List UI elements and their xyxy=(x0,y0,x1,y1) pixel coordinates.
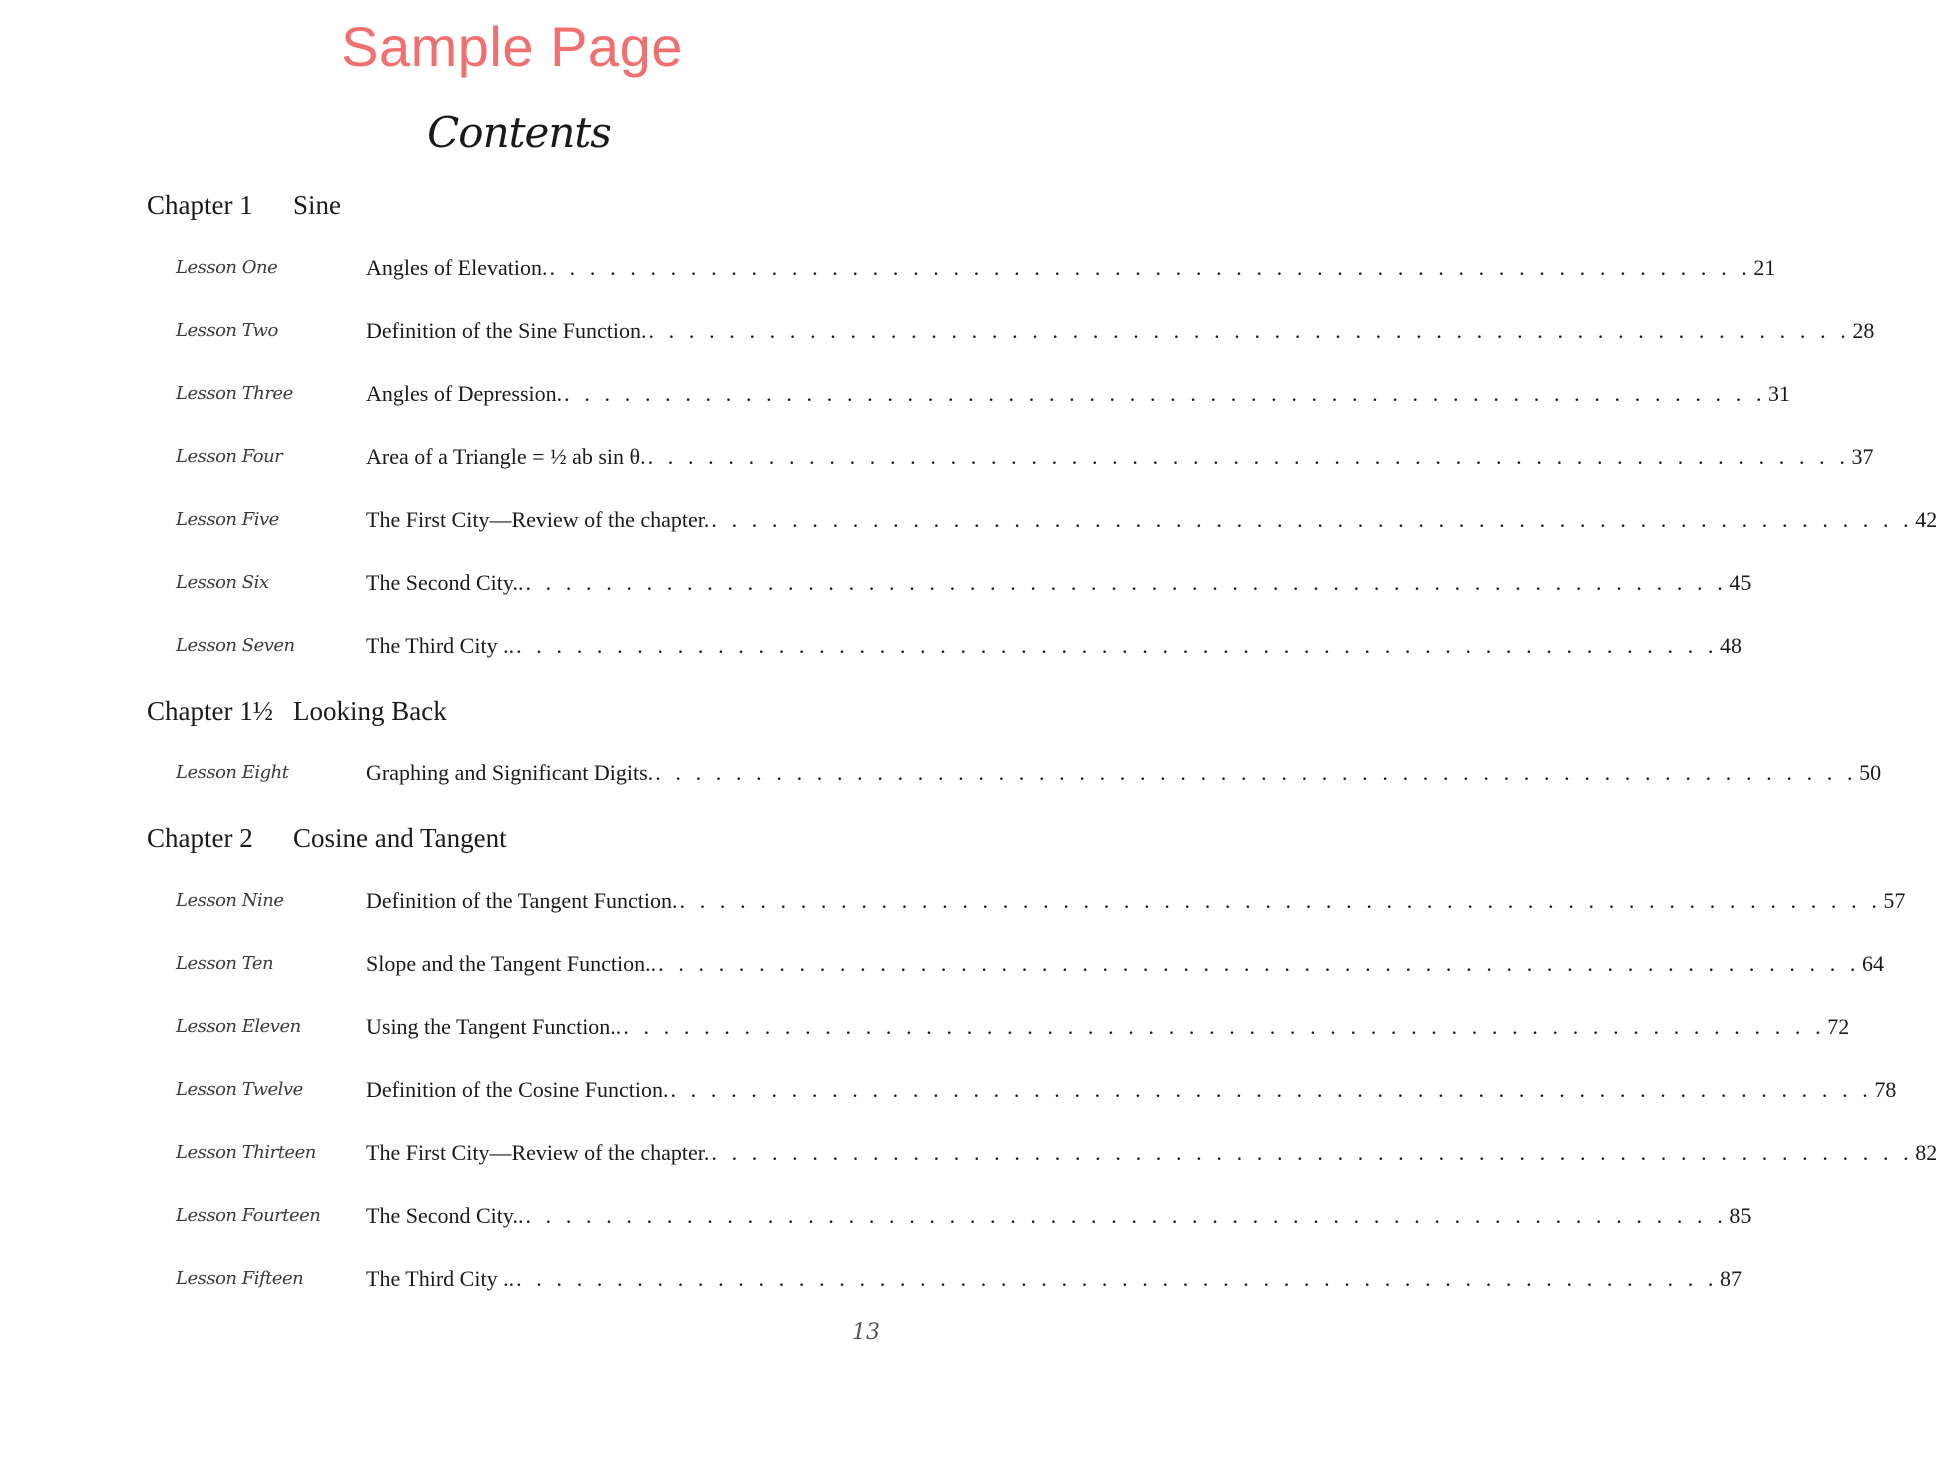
toc-entry-line xyxy=(366,1077,1897,1103)
dot-leader: . . . . . . . . . . . . . . . . . . . . . . . . . . . . . . . . . . . . . . . . . . . . . . . . . . . . . . . . . . . . xyxy=(647,444,1850,469)
toc-entry[interactable] xyxy=(176,381,1791,415)
dot-leader: . . . . . . . . . . . . . . . . . . . . . . . . . . . . . . . . . . . . . . . . . . . . . . . . . . . . . . . . . . . . xyxy=(525,1203,1728,1228)
toc-entry[interactable] xyxy=(176,444,1874,478)
lesson-title: The Third City .. xyxy=(366,633,515,658)
chapter-number: Chapter 1½ xyxy=(147,696,273,726)
lesson-label: Lesson Nine xyxy=(176,890,284,911)
lesson-label: Lesson Four xyxy=(176,446,283,467)
toc-entry[interactable] xyxy=(176,951,1885,985)
lesson-page-number: 37 xyxy=(1851,444,1874,469)
toc-entry-line xyxy=(366,444,1874,470)
lesson-label: Lesson Fifteen xyxy=(176,1268,304,1289)
lesson-page-number: 48 xyxy=(1720,633,1742,658)
toc-entry-line xyxy=(366,1140,1937,1166)
lesson-page-number: 42 xyxy=(1915,507,1937,532)
toc-entry[interactable] xyxy=(176,507,1937,541)
lesson-label: Lesson Ten xyxy=(176,953,274,974)
toc-entry-line xyxy=(366,951,1885,977)
contents-heading: Contents xyxy=(427,108,611,157)
toc-entry[interactable] xyxy=(176,318,1875,352)
chapter-heading xyxy=(147,696,447,727)
lesson-label: Lesson Seven xyxy=(176,635,295,656)
dot-leader: . . . . . . . . . . . . . . . . . . . . . . . . . . . . . . . . . . . . . . . . . . . . . . . . . . . . . . . . . . . . xyxy=(670,1077,1873,1102)
dot-leader: . . . . . . . . . . . . . . . . . . . . . . . . . . . . . . . . . . . . . . . . . . . . . . . . . . . . . . . . . . . . xyxy=(516,633,1718,658)
dot-leader: . . . . . . . . . . . . . . . . . . . . . . . . . . . . . . . . . . . . . . . . . . . . . . . . . . . . . . . . . . . . xyxy=(623,1014,1826,1039)
toc-entry[interactable] xyxy=(176,760,1882,794)
lesson-title: The Second City.. xyxy=(366,1203,524,1228)
dot-leader: . . . . . . . . . . . . . . . . . . . . . . . . . . . . . . . . . . . . . . . . . . . . . . . . . . . . . . . . . . . . xyxy=(564,381,1767,406)
lesson-title: Graphing and Significant Digits. xyxy=(366,760,654,785)
dot-leader: . . . . . . . . . . . . . . . . . . . . . . . . . . . . . . . . . . . . . . . . . . . . . . . . . . . . . . . . . . . . xyxy=(658,951,1861,976)
lesson-title: The First City—Review of the chapter. xyxy=(366,1140,710,1165)
toc-entry-line xyxy=(366,888,1906,914)
lesson-label: Lesson Twelve xyxy=(176,1079,303,1100)
toc-entry[interactable] xyxy=(176,888,1906,922)
toc-entry-line xyxy=(366,318,1875,344)
lesson-page-number: 45 xyxy=(1729,570,1752,595)
lesson-title: Area of a Triangle = ½ ab sin θ. xyxy=(366,444,646,469)
lesson-page-number: 72 xyxy=(1827,1014,1850,1039)
page-number: 13 xyxy=(852,1320,880,1345)
sample-page-watermark: Sample Page xyxy=(341,15,683,78)
lesson-label: Lesson Six xyxy=(176,572,269,593)
lesson-page-number: 64 xyxy=(1862,951,1885,976)
lesson-title: Definition of the Tangent Function. xyxy=(366,888,678,913)
chapter-name: Looking Back xyxy=(293,696,447,726)
lesson-label: Lesson Thirteen xyxy=(176,1142,316,1163)
chapter-name: Cosine and Tangent xyxy=(293,823,507,853)
lesson-page-number: 82 xyxy=(1915,1140,1937,1165)
toc-entry-line xyxy=(366,760,1882,786)
toc-entry-line xyxy=(366,633,1742,659)
dot-leader: . . . . . . . . . . . . . . . . . . . . . . . . . . . . . . . . . . . . . . . . . . . . . . . . . . . . . . . . . . . . xyxy=(679,888,1882,913)
lesson-title: The First City—Review of the chapter. xyxy=(366,507,710,532)
lesson-label: Lesson Fourteen xyxy=(176,1205,321,1226)
lesson-title: The Third City .. xyxy=(366,1266,515,1291)
lesson-title: Angles of Elevation. xyxy=(366,255,548,280)
lesson-page-number: 57 xyxy=(1883,888,1906,913)
lesson-page-number: 87 xyxy=(1720,1266,1742,1291)
toc-entry[interactable] xyxy=(176,1014,1850,1048)
dot-leader: . . . . . . . . . . . . . . . . . . . . . . . . . . . . . . . . . . . . . . . . . . . . . . . . . . . . . . . . . . . . xyxy=(516,1266,1718,1291)
toc-entry[interactable] xyxy=(176,1077,1897,1111)
toc-entry-line xyxy=(366,1266,1742,1292)
toc-entry-line xyxy=(366,255,1776,281)
dot-leader: . . . . . . . . . . . . . . . . . . . . . . . . . . . . . . . . . . . . . . . . . . . . . . . . . . . . . . . . . . . . xyxy=(549,255,1752,280)
lesson-page-number: 50 xyxy=(1859,760,1882,785)
toc-entry-line xyxy=(366,507,1937,533)
lesson-label: Lesson One xyxy=(176,257,278,278)
lesson-page-number: 78 xyxy=(1874,1077,1897,1102)
lesson-title: Definition of the Sine Function. xyxy=(366,318,647,343)
lesson-title: Slope and the Tangent Function.. xyxy=(366,951,657,976)
lesson-label: Lesson Eleven xyxy=(176,1016,301,1037)
toc-entry-line xyxy=(366,1014,1850,1040)
dot-leader: . . . . . . . . . . . . . . . . . . . . . . . . . . . . . . . . . . . . . . . . . . . . . . . . . . . . . . . . . . . . xyxy=(711,1140,1914,1165)
lesson-label: Lesson Five xyxy=(176,509,279,530)
lesson-page-number: 21 xyxy=(1753,255,1776,280)
toc-entry-line xyxy=(366,381,1791,407)
chapter-name: Sine xyxy=(293,190,342,220)
toc-entry-line xyxy=(366,570,1752,596)
toc-entry[interactable] xyxy=(176,1140,1937,1174)
toc-entry[interactable] xyxy=(176,1266,1742,1300)
lesson-label: Lesson Two xyxy=(176,320,278,341)
toc-entry[interactable] xyxy=(176,1203,1752,1237)
lesson-label: Lesson Eight xyxy=(176,762,289,783)
lesson-page-number: 31 xyxy=(1768,381,1791,406)
lesson-title: Using the Tangent Function.. xyxy=(366,1014,622,1039)
toc-entry[interactable] xyxy=(176,633,1742,667)
dot-leader: . . . . . . . . . . . . . . . . . . . . . . . . . . . . . . . . . . . . . . . . . . . . . . . . . . . . . . . . . . . . xyxy=(711,507,1914,532)
lesson-title: Definition of the Cosine Function. xyxy=(366,1077,669,1102)
toc-entry-line xyxy=(366,1203,1752,1229)
lesson-page-number: 85 xyxy=(1729,1203,1752,1228)
toc-entry[interactable] xyxy=(176,255,1776,289)
toc-entry[interactable] xyxy=(176,570,1752,604)
chapter-number: Chapter 2 xyxy=(147,823,253,853)
lesson-page-number: 28 xyxy=(1852,318,1875,343)
lesson-title: Angles of Depression. xyxy=(366,381,563,406)
lesson-label: Lesson Three xyxy=(176,383,293,404)
chapter-number: Chapter 1 xyxy=(147,190,253,220)
chapter-heading xyxy=(147,823,507,854)
dot-leader: . . . . . . . . . . . . . . . . . . . . . . . . . . . . . . . . . . . . . . . . . . . . . . . . . . . . . . . . . . . . xyxy=(648,318,1851,343)
chapter-heading xyxy=(147,190,341,221)
lesson-title: The Second City.. xyxy=(366,570,524,595)
dot-leader: . . . . . . . . . . . . . . . . . . . . . . . . . . . . . . . . . . . . . . . . . . . . . . . . . . . . . . . . . . . . xyxy=(525,570,1728,595)
dot-leader: . . . . . . . . . . . . . . . . . . . . . . . . . . . . . . . . . . . . . . . . . . . . . . . . . . . . . . . . . . . . xyxy=(655,760,1858,785)
